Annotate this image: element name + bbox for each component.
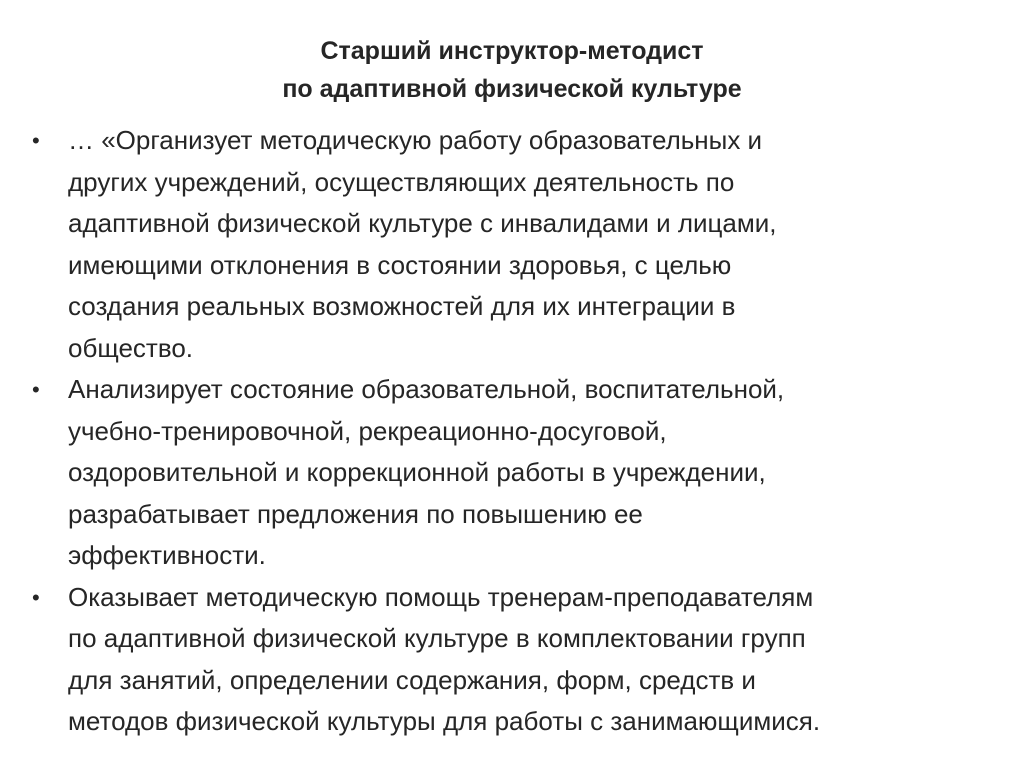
slide-title-line-2: по адаптивной физической культуре	[282, 75, 742, 103]
slide-title-line-1: Старший инструктор-методист	[320, 37, 704, 65]
slide-title	[0, 32, 1024, 108]
bullet-text: Оказывает методическую помощь тренерам-преподавателям по адаптивной физической культуре в комплектовании групп для занятий, определении содержания, форм, средств и методов физической культуры для работы с занимающимися.	[68, 581, 821, 736]
bullet-marker: •	[32, 377, 40, 402]
bullet-item-organizes	[32, 120, 992, 369]
bullet-item-analyzes	[32, 369, 992, 577]
bullet-list	[32, 120, 992, 743]
bullet-marker: •	[32, 128, 40, 153]
bullet-item-assists	[32, 577, 992, 743]
bullet-marker: •	[32, 584, 40, 610]
bullet-text: … «Организует методическую работу образовательных и других учреждений, осуществляющих деятельность по адаптивной физической культуре с инвалидами и лицами, имеющими отклонения в состоянии здоровья, с целью создания реальных возможностей для их интеграции в общество.	[68, 125, 777, 363]
bullet-text: Анализирует состояние образовательной, воспитательной, учебно-тренировочной, рекреационно-досуговой, оздоровительной и коррекционной работы в учреждении, разрабатывает предложения по повышению ее эффективности.	[68, 374, 785, 570]
